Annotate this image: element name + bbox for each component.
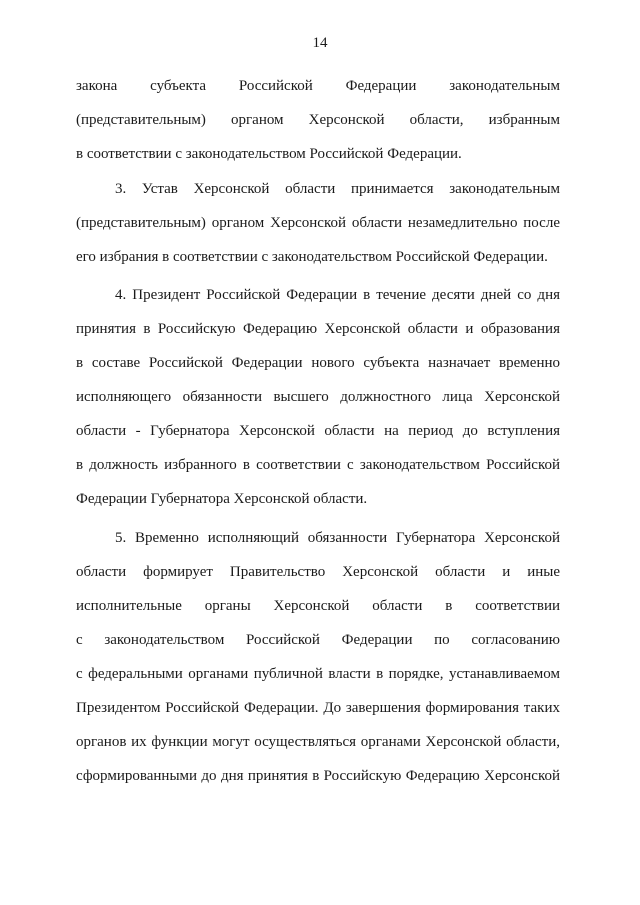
body-text-line: с законодательством Российской Федерации по согласованию bbox=[76, 632, 560, 648]
body-text-line: 3. Устав Херсонской области принимается законодательным bbox=[115, 181, 560, 197]
body-text-line: 5. Временно исполняющий обязанности Губернатора Херсонской bbox=[115, 530, 560, 546]
body-text-line: (представительным) органом Херсонской области незамедлительно после bbox=[76, 215, 560, 231]
body-text-line: 4. Президент Российской Федерации в течение десяти дней со дня bbox=[115, 287, 560, 303]
body-text-line: его избрания в соответствии с законодательством Российской Федерации. bbox=[76, 249, 548, 265]
body-text-line: органов их функции могут осуществляться органами Херсонской области, bbox=[76, 734, 560, 750]
body-text-line: Президентом Российской Федерации. До завершения формирования таких bbox=[76, 700, 560, 716]
body-text-line: исполнительные органы Херсонской области в соответствии bbox=[76, 598, 560, 614]
body-text-line: в должность избранного в соответствии с законодательством Российской bbox=[76, 457, 560, 473]
body-text-line: закона субъекта Российской Федерации законодательным bbox=[76, 78, 560, 94]
body-text-line: сформированными до дня принятия в Российскую Федерацию Херсонской bbox=[76, 768, 560, 784]
body-text-line: с федеральными органами публичной власти в порядке, устанавливаемом bbox=[76, 666, 560, 682]
body-text-line: в составе Российской Федерации нового субъекта назначает временно bbox=[76, 355, 560, 371]
body-text-line: Федерации Губернатора Херсонской области. bbox=[76, 491, 368, 507]
body-text-line: в соответствии с законодательством Российской Федерации. bbox=[76, 146, 462, 162]
body-text-line: области - Губернатора Херсонской области на период до вступления bbox=[76, 423, 560, 439]
body-text-line: (представительным) органом Херсонской области, избранным bbox=[76, 112, 560, 128]
page-number: 14 bbox=[312, 35, 328, 51]
body-text-line: принятия в Российскую Федерацию Херсонской области и образования bbox=[76, 321, 560, 337]
body-text-line: области формирует Правительство Херсонской области и иные bbox=[76, 564, 560, 580]
body-text-line: исполняющего обязанности высшего должностного лица Херсонской bbox=[76, 389, 560, 405]
